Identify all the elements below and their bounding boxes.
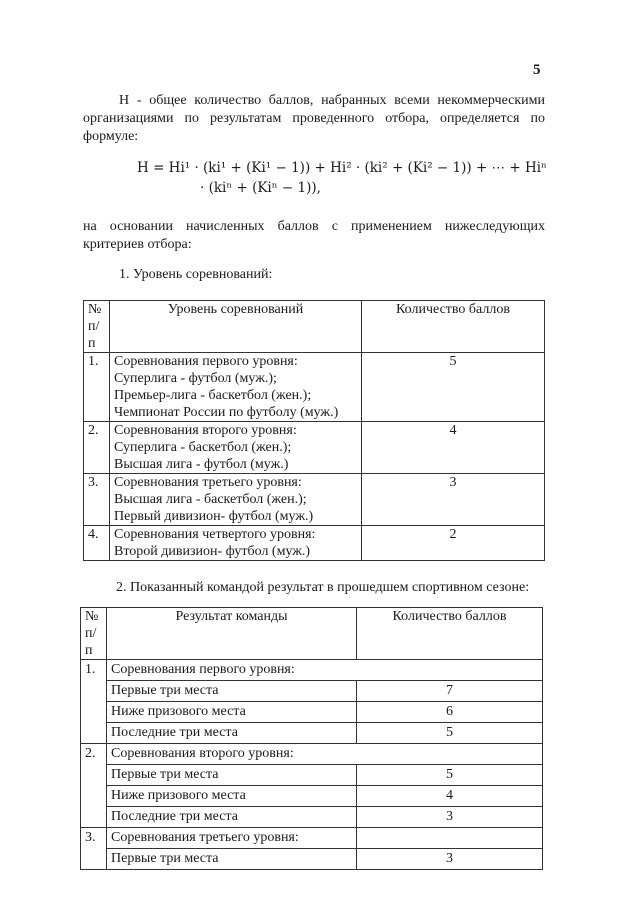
table-row	[84, 353, 545, 422]
group-row	[81, 744, 543, 765]
intro-text: Н - общее количество баллов, набранных всеми некоммерческими организациями по результатам проведенного отбора, определяется по формуле:	[83, 93, 545, 144]
row-points: 7	[357, 681, 543, 702]
row-level	[110, 353, 362, 422]
row-points: 5	[357, 723, 543, 744]
table-row	[81, 681, 543, 702]
table-row	[81, 786, 543, 807]
row-points: 5	[362, 353, 545, 422]
level-line: Первый дивизион- футбол (муж.)	[114, 509, 314, 524]
table-row	[81, 723, 543, 744]
row-num: 4.	[84, 526, 110, 561]
row-num: 3.	[84, 474, 110, 526]
row-result: Первые три места	[107, 681, 357, 702]
row-points: 4	[357, 786, 543, 807]
header-points: Количество баллов	[362, 301, 545, 353]
table-row	[84, 526, 545, 561]
level-line: Соревнования четвертого уровня:	[114, 527, 316, 542]
formula	[137, 158, 547, 198]
row-result: Ниже призового места	[107, 786, 357, 807]
group-num: 1.	[81, 660, 107, 744]
section2-title: 2. Показанный командой результат в прошедшем спортивном сезоне:	[116, 580, 530, 595]
criteria-paragraph: на основании начисленных баллов с применением нижеследующих критериев отбора:	[83, 219, 545, 252]
level-line: Соревнования второго уровня:	[114, 423, 297, 438]
row-num: 1.	[84, 353, 110, 422]
level-line: Суперлига - футбол (муж.);	[114, 371, 277, 386]
header-num: № п/п	[84, 301, 110, 353]
table-row	[84, 422, 545, 474]
table-row	[81, 849, 543, 870]
table-row	[81, 702, 543, 723]
row-level	[110, 526, 362, 561]
table-row	[84, 474, 545, 526]
row-result: Последние три места	[107, 723, 357, 744]
group-row	[81, 828, 543, 849]
row-points: 4	[362, 422, 545, 474]
row-level	[110, 422, 362, 474]
page-number: 5	[533, 62, 541, 78]
level-line: Соревнования третьего уровня:	[114, 475, 302, 490]
row-result: Первые три места	[107, 849, 357, 870]
row-points: 2	[362, 526, 545, 561]
section1-title: 1. Уровень соревнований:	[119, 267, 273, 282]
group-title: Соревнования третьего уровня:	[107, 828, 357, 849]
level-line: Высшая лига - футбол (муж.)	[114, 457, 289, 472]
intro-paragraph	[83, 92, 545, 146]
header-points: Количество баллов	[357, 608, 543, 660]
level-line: Соревнования первого уровня:	[114, 354, 298, 369]
formula-line-1: H = Hi¹ · (ki¹ + (Ki¹ − 1)) + Hi² · (ki² + (Ki² − 1)) + ⋯ + Hiⁿ	[137, 160, 547, 176]
row-num: 2.	[84, 422, 110, 474]
table-row	[81, 807, 543, 828]
row-result: Ниже призового места	[107, 702, 357, 723]
row-result: Последние три места	[107, 807, 357, 828]
group-num: 3.	[81, 828, 107, 870]
row-points: 6	[357, 702, 543, 723]
row-points: 3	[357, 849, 543, 870]
level-line: Чемпионат России по футболу (муж.)	[114, 405, 339, 420]
row-level	[110, 474, 362, 526]
level-line: Высшая лига - баскетбол (жен.);	[114, 492, 307, 507]
group-row	[81, 660, 543, 681]
empty-cell	[357, 828, 543, 849]
level-line: Второй дивизион- футбол (муж.)	[114, 544, 311, 559]
group-num: 2.	[81, 744, 107, 828]
team-result-table	[80, 607, 543, 870]
table-header-row	[84, 301, 545, 353]
level-line: Премьер-лига - баскетбол (жен.);	[114, 388, 312, 403]
row-result: Первые три места	[107, 765, 357, 786]
formula-line-2: · (kiⁿ + (Kiⁿ − 1)),	[200, 180, 321, 196]
header-level: Уровень соревнований	[110, 301, 362, 353]
competition-level-table	[83, 300, 545, 561]
row-points: 3	[357, 807, 543, 828]
level-line: Суперлига - баскетбол (жен.);	[114, 440, 292, 455]
row-points: 3	[362, 474, 545, 526]
table-header-row	[81, 608, 543, 660]
header-num: № п/п	[81, 608, 107, 660]
header-result: Результат команды	[107, 608, 357, 660]
group-title: Соревнования первого уровня:	[107, 660, 543, 681]
group-title: Соревнования второго уровня:	[107, 744, 543, 765]
row-points: 5	[357, 765, 543, 786]
table-row	[81, 765, 543, 786]
